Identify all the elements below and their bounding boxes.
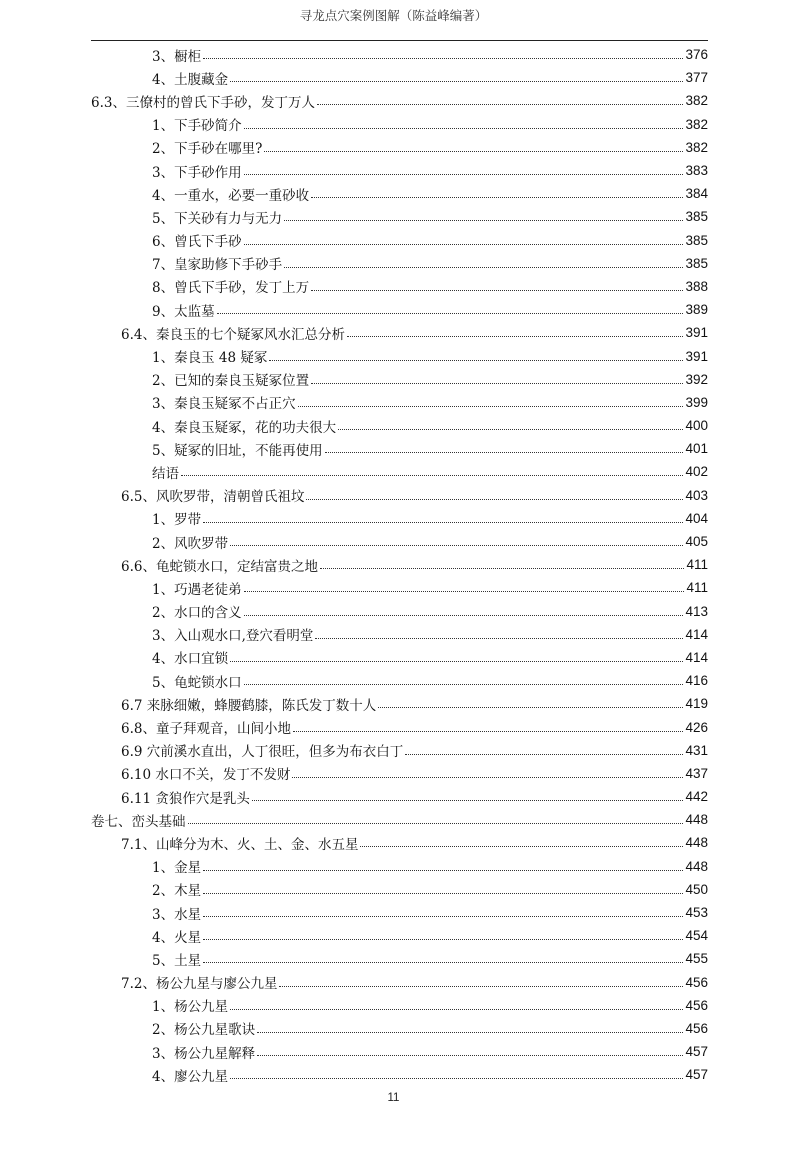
toc-entry[interactable]: [91, 669, 708, 692]
dot-leader: [311, 383, 683, 384]
toc-entry-title: 6、曾氏下手砂: [152, 234, 242, 251]
page-header: 寻龙点穴案例图解（陈益峰编著）: [299, 8, 488, 23]
toc-entry[interactable]: [91, 229, 708, 252]
toc-entry-page: 391: [685, 348, 708, 364]
dot-leader: [203, 893, 683, 894]
toc-entry-page: 431: [685, 742, 708, 758]
toc-entry-title: 2、风吹罗带: [152, 535, 229, 552]
toc-entry-title: 6.4、秦良玉的七个疑冢风水汇总分析: [121, 326, 345, 343]
toc-entry-page: 382: [685, 139, 708, 155]
toc-entry-page: 404: [685, 510, 708, 526]
toc-entry[interactable]: [91, 831, 708, 854]
toc-entry-page: 457: [685, 1067, 708, 1083]
toc-entry-title: 结语: [152, 465, 179, 482]
toc-entry-title: 2、已知的秦良玉疑冢位置: [152, 373, 310, 390]
toc-entry-page: 456: [685, 1020, 708, 1036]
toc-entry[interactable]: [91, 600, 708, 623]
toc-entry[interactable]: [91, 924, 708, 947]
dot-leader: [284, 220, 683, 221]
toc-entry-page: 385: [685, 255, 708, 271]
dot-leader: [306, 499, 683, 500]
toc-entry-title: 8、曾氏下手砂，发丁上万: [152, 280, 310, 297]
toc-entry-title: 2、下手砂在哪里?: [152, 141, 263, 158]
toc-entry[interactable]: [91, 344, 708, 367]
toc-entry[interactable]: [91, 484, 708, 507]
dot-leader: [244, 244, 684, 245]
dot-leader: [252, 800, 684, 801]
dot-leader: [203, 916, 683, 917]
toc-entry[interactable]: [91, 994, 708, 1017]
dot-leader: [230, 81, 683, 82]
toc-entry-title: 3、杨公九星解释: [152, 1045, 256, 1062]
toc-entry-page: 437: [685, 765, 708, 781]
toc-entry[interactable]: [91, 66, 708, 89]
toc-entry-title: 3、下手砂作用: [152, 164, 242, 181]
toc-entry-title: 6.8、童子拜观音，山间小地: [121, 721, 291, 738]
toc-entry-page: 448: [685, 858, 708, 874]
dot-leader: [292, 777, 683, 778]
toc-entry[interactable]: [91, 878, 708, 901]
toc-entry-page: 426: [685, 719, 708, 735]
toc-entry[interactable]: [91, 89, 708, 112]
dot-leader: [203, 522, 683, 523]
dot-leader: [315, 638, 683, 639]
dot-leader: [317, 104, 683, 105]
toc-entry[interactable]: [91, 530, 708, 553]
toc-entry-page: 456: [685, 974, 708, 990]
toc-entry-title: 6.5、风吹罗带，清朝曾氏祖坟: [121, 489, 305, 506]
dot-leader: [230, 1009, 683, 1010]
dot-leader: [298, 406, 684, 407]
toc-entry[interactable]: [91, 1063, 708, 1086]
toc-entry-page: 400: [685, 418, 708, 434]
toc-entry-page: 377: [685, 70, 708, 86]
toc-entry-title: 5、下关砂有力与无力: [152, 210, 283, 227]
toc-entry-title: 5、龟蛇锁水口: [152, 674, 242, 691]
dot-leader: [338, 429, 683, 430]
toc-entry-title: 5、土星: [152, 952, 202, 969]
dot-leader: [257, 1032, 683, 1033]
dot-leader: [230, 1078, 683, 1079]
toc-entry-page: 419: [685, 696, 708, 712]
toc-entry[interactable]: [91, 43, 708, 66]
toc-entry-page: 382: [685, 93, 708, 109]
dot-leader: [230, 661, 683, 662]
toc-entry[interactable]: [91, 1040, 708, 1063]
toc-entry-title: 9、太监墓: [152, 303, 215, 320]
toc-entry-title: 4、廖公九星: [152, 1068, 229, 1085]
toc-entry-title: 3、橱柜: [152, 48, 202, 65]
toc-entry-title: 6.6、龟蛇锁水口，定结富贵之地: [121, 558, 318, 575]
toc-entry[interactable]: [91, 1017, 708, 1040]
toc-entry[interactable]: [91, 553, 708, 576]
toc-entry-page: 391: [685, 325, 708, 341]
toc-entry[interactable]: [91, 437, 708, 460]
toc-entry-page: 385: [685, 209, 708, 225]
toc-entry-title: 卷七、峦头基础: [91, 813, 186, 830]
dot-leader: [244, 684, 684, 685]
table-of-contents: [91, 43, 708, 1086]
dot-leader: [203, 58, 683, 59]
toc-entry[interactable]: [91, 947, 708, 970]
toc-entry-title: 3、入山观水口,登穴看明堂: [152, 628, 314, 645]
toc-entry-page: 401: [685, 441, 708, 457]
toc-entry-page: 448: [685, 835, 708, 851]
toc-entry-page: 448: [685, 812, 708, 828]
toc-entry[interactable]: [91, 275, 708, 298]
toc-entry-title: 6.10 水口不关，发丁不发财: [121, 767, 291, 784]
dot-leader: [325, 452, 684, 453]
toc-entry-title: 2、杨公九星歌诀: [152, 1022, 256, 1039]
toc-entry-page: 442: [685, 789, 708, 805]
toc-entry[interactable]: [91, 785, 708, 808]
toc-entry-page: 454: [685, 928, 708, 944]
toc-entry-page: 389: [685, 302, 708, 318]
dot-leader: [203, 870, 683, 871]
toc-entry-title: 5、疑冢的旧址，不能再使用: [152, 442, 323, 459]
toc-entry-page: 413: [685, 603, 708, 619]
toc-entry-page: 456: [685, 997, 708, 1013]
toc-entry-title: 6.7 来脉细嫩，蜂腰鹤膝，陈氏发丁数十人: [121, 697, 377, 714]
toc-entry[interactable]: [91, 739, 708, 762]
toc-entry-page: 453: [685, 905, 708, 921]
toc-entry-title: 6.11 贪狼作穴是乳头: [121, 790, 250, 807]
dot-leader: [284, 267, 683, 268]
toc-entry-page: 385: [685, 232, 708, 248]
toc-entry[interactable]: [91, 368, 708, 391]
toc-entry-title: 6.9 穴前溪水直出，人丁很旺，但多为布衣白丁: [121, 744, 404, 761]
toc-entry-page: 392: [685, 371, 708, 387]
toc-entry-title: 1、杨公九星: [152, 999, 229, 1016]
toc-entry-title: 2、木星: [152, 883, 202, 900]
toc-entry-page: 455: [685, 951, 708, 967]
dot-leader: [203, 962, 683, 963]
toc-entry[interactable]: [91, 576, 708, 599]
dot-leader: [264, 151, 683, 152]
toc-entry-title: 4、土腹藏金: [152, 71, 229, 88]
dot-leader: [244, 591, 685, 592]
toc-entry[interactable]: [91, 159, 708, 182]
toc-entry[interactable]: [91, 623, 708, 646]
dot-leader: [293, 731, 683, 732]
toc-entry-title: 6.3、三僚村的曾氏下手砂，发丁万人: [91, 94, 315, 111]
toc-entry[interactable]: [91, 113, 708, 136]
toc-entry-title: 4、水口宜锁: [152, 651, 229, 668]
toc-entry-page: 383: [685, 163, 708, 179]
toc-entry-title: 1、下手砂简介: [152, 118, 242, 135]
toc-entry-page: 411: [686, 580, 708, 596]
toc-entry-page: 405: [685, 534, 708, 550]
toc-entry-title: 1、罗带: [152, 512, 202, 529]
toc-entry-page: 403: [685, 487, 708, 503]
toc-entry[interactable]: [91, 692, 708, 715]
toc-entry-title: 1、巧遇老徒弟: [152, 581, 242, 598]
toc-entry-title: 7.2、杨公九星与廖公九星: [121, 976, 278, 993]
dot-leader: [311, 290, 683, 291]
toc-entry-title: 3、水星: [152, 906, 202, 923]
toc-entry[interactable]: [91, 855, 708, 878]
toc-entry-page: 414: [685, 626, 708, 642]
toc-entry-page: 416: [685, 673, 708, 689]
toc-entry-title: 1、秦良玉 48 疑冢: [152, 350, 268, 367]
dot-leader: [203, 939, 683, 940]
dot-leader: [244, 128, 684, 129]
dot-leader: [347, 336, 683, 337]
toc-entry-page: 450: [685, 881, 708, 897]
toc-entry[interactable]: [91, 762, 708, 785]
toc-entry-page: 384: [685, 186, 708, 202]
dot-leader: [320, 568, 684, 569]
toc-entry[interactable]: [91, 321, 708, 344]
dot-leader: [360, 846, 683, 847]
toc-entry[interactable]: [91, 182, 708, 205]
dot-leader: [181, 475, 683, 476]
header-divider: [91, 40, 708, 41]
toc-entry[interactable]: [91, 646, 708, 669]
dot-leader: [311, 197, 683, 198]
toc-entry-page: 399: [685, 394, 708, 410]
toc-entry-title: 1、金星: [152, 860, 202, 877]
toc-entry[interactable]: [91, 298, 708, 321]
dot-leader: [188, 823, 684, 824]
toc-entry-page: 411: [686, 557, 708, 573]
dot-leader: [378, 707, 683, 708]
toc-entry[interactable]: [91, 460, 708, 483]
dot-leader: [230, 545, 683, 546]
dot-leader: [244, 615, 684, 616]
dot-leader: [217, 313, 684, 314]
toc-entry-page: 388: [685, 278, 708, 294]
toc-entry[interactable]: [91, 252, 708, 275]
toc-entry[interactable]: [91, 808, 708, 831]
toc-entry[interactable]: [91, 901, 708, 924]
toc-entry-page: 376: [685, 47, 708, 63]
toc-entry[interactable]: [91, 971, 708, 994]
toc-entry-title: 7.1、山峰分为木、火、土、金、水五星: [121, 836, 359, 853]
dot-leader: [405, 754, 683, 755]
toc-entry[interactable]: [91, 205, 708, 228]
toc-entry[interactable]: [91, 391, 708, 414]
toc-entry[interactable]: [91, 715, 708, 738]
toc-entry-title: 3、秦良玉疑冢不占正穴: [152, 396, 296, 413]
toc-entry[interactable]: [91, 136, 708, 159]
dot-leader: [269, 360, 683, 361]
toc-entry-page: 414: [685, 649, 708, 665]
dot-leader: [244, 174, 684, 175]
page-number: 11: [387, 1092, 400, 1104]
toc-entry-page: 382: [685, 116, 708, 132]
toc-entry-title: 4、秦良玉疑冢，花的功夫很大: [152, 419, 337, 436]
toc-entry-title: 4、一重水，必要一重砂收: [152, 187, 310, 204]
dot-leader: [257, 1055, 683, 1056]
toc-entry[interactable]: [91, 414, 708, 437]
toc-entry-page: 402: [685, 464, 708, 480]
toc-entry-page: 457: [685, 1044, 708, 1060]
toc-entry-title: 4、火星: [152, 929, 202, 946]
toc-entry-title: 7、皇家助修下手砂手: [152, 257, 283, 274]
dot-leader: [279, 986, 683, 987]
toc-entry[interactable]: [91, 507, 708, 530]
toc-entry-title: 2、水口的含义: [152, 605, 242, 622]
